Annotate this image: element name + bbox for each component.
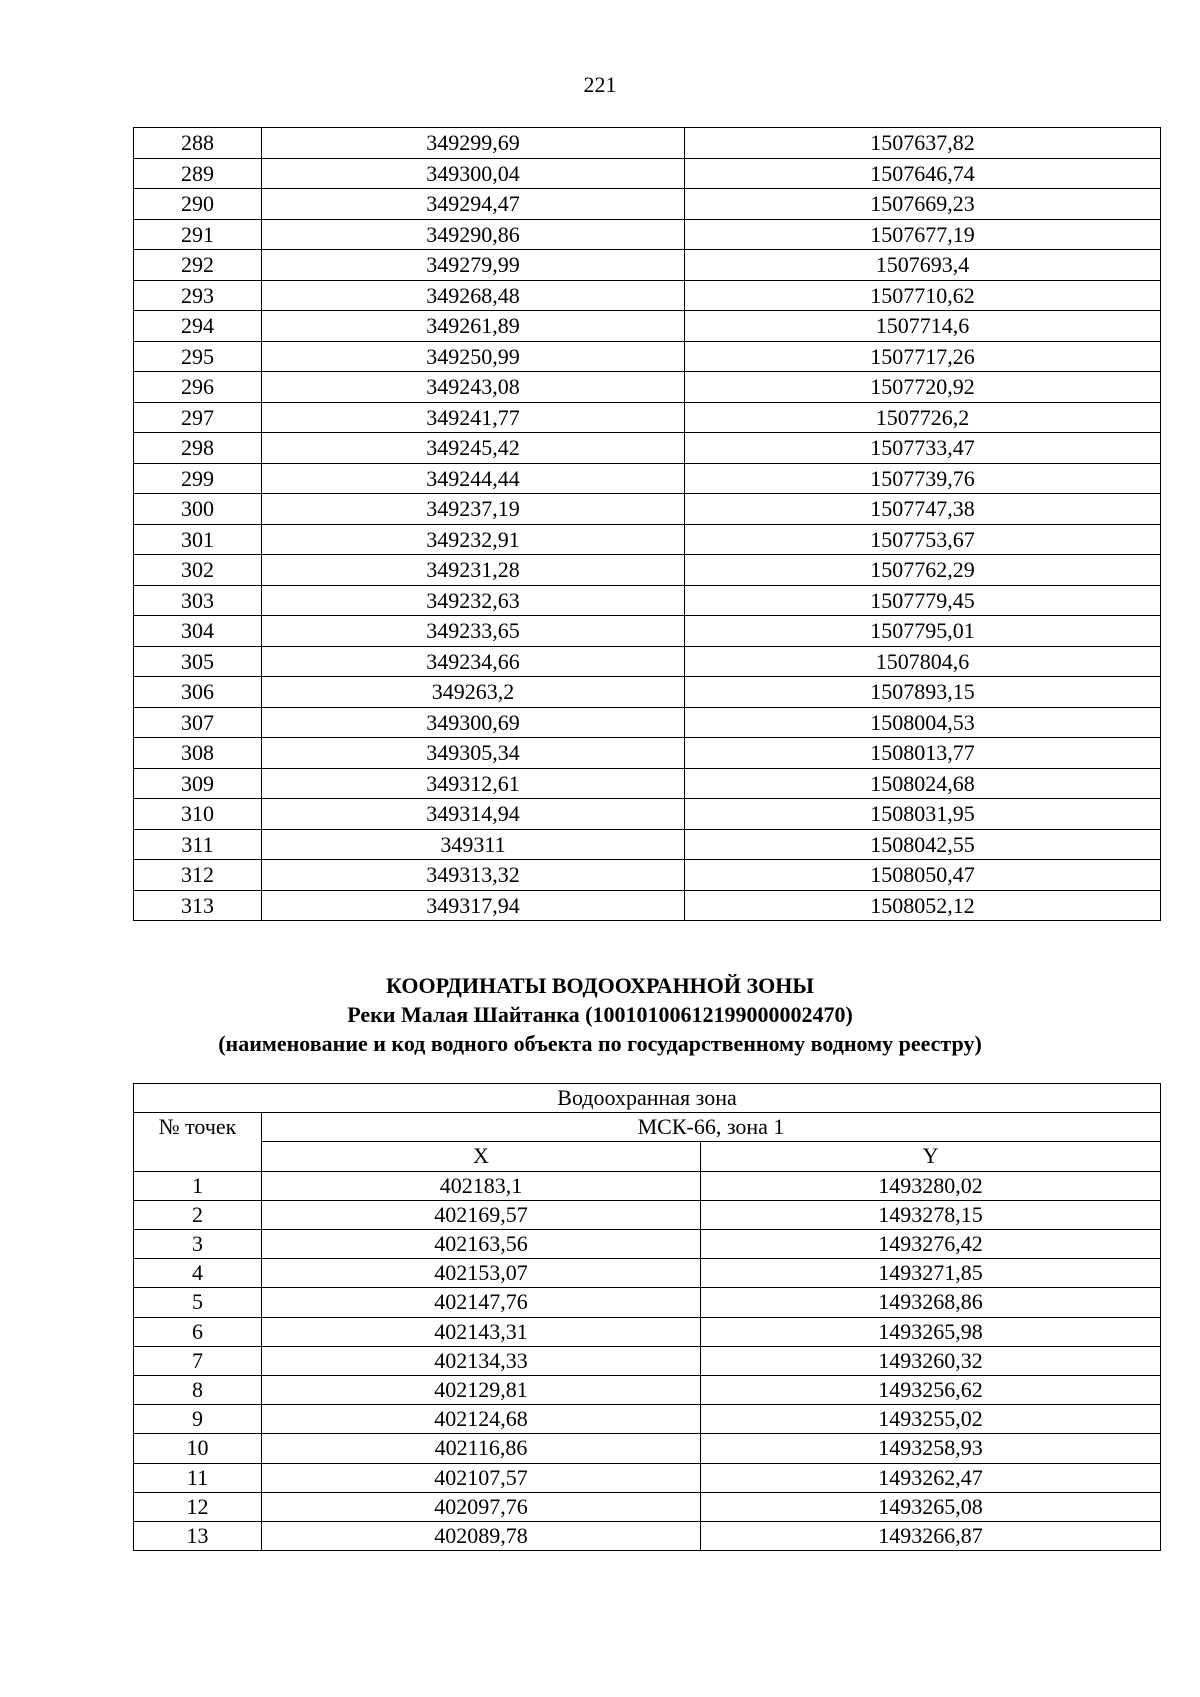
table-row bbox=[134, 1376, 1161, 1405]
y-coordinate-cell: 1508031,95 bbox=[685, 799, 1161, 830]
table-row bbox=[134, 707, 1161, 738]
header-x: X bbox=[262, 1142, 701, 1171]
y-coordinate-cell: 1507795,01 bbox=[685, 616, 1161, 647]
table-row bbox=[134, 1288, 1161, 1317]
x-coordinate-cell: 349317,94 bbox=[262, 890, 685, 921]
x-coordinate-cell: 402107,57 bbox=[262, 1463, 701, 1492]
section-heading bbox=[0, 971, 1200, 1058]
x-coordinate-cell: 402129,81 bbox=[262, 1376, 701, 1405]
point-number-cell: 1 bbox=[134, 1171, 262, 1200]
x-coordinate-cell: 349261,89 bbox=[262, 311, 685, 342]
point-number-cell: 297 bbox=[134, 402, 262, 433]
x-coordinate-cell: 349245,42 bbox=[262, 433, 685, 464]
point-number-cell: 313 bbox=[134, 890, 262, 921]
point-number-cell: 298 bbox=[134, 433, 262, 464]
x-coordinate-cell: 402163,56 bbox=[262, 1230, 701, 1259]
table-row bbox=[134, 1230, 1161, 1259]
y-coordinate-cell: 1508042,55 bbox=[685, 829, 1161, 860]
y-coordinate-cell: 1508013,77 bbox=[685, 738, 1161, 769]
x-coordinate-cell: 349232,91 bbox=[262, 524, 685, 555]
table-row bbox=[134, 829, 1161, 860]
x-coordinate-cell: 349294,47 bbox=[262, 189, 685, 220]
table-row bbox=[134, 1492, 1161, 1521]
x-coordinate-cell: 349311 bbox=[262, 829, 685, 860]
table-row bbox=[134, 585, 1161, 616]
water-protection-zone-table-body bbox=[134, 1171, 1161, 1551]
header-coordinate-system: МСК-66, зона 1 bbox=[262, 1113, 1161, 1142]
water-protection-zone-table bbox=[133, 1083, 1161, 1551]
table-row bbox=[134, 250, 1161, 281]
point-number-cell: 302 bbox=[134, 555, 262, 586]
table-row bbox=[134, 1405, 1161, 1434]
point-number-cell: 307 bbox=[134, 707, 262, 738]
y-coordinate-cell: 1493265,98 bbox=[701, 1317, 1161, 1346]
point-number-cell: 9 bbox=[134, 1405, 262, 1434]
table-row bbox=[134, 677, 1161, 708]
point-number-cell: 308 bbox=[134, 738, 262, 769]
y-coordinate-cell: 1507747,38 bbox=[685, 494, 1161, 525]
x-coordinate-cell: 349314,94 bbox=[262, 799, 685, 830]
y-coordinate-cell: 1493262,47 bbox=[701, 1463, 1161, 1492]
point-number-cell: 301 bbox=[134, 524, 262, 555]
y-coordinate-cell: 1507669,23 bbox=[685, 189, 1161, 220]
x-coordinate-cell: 349237,19 bbox=[262, 494, 685, 525]
y-coordinate-cell: 1508050,47 bbox=[685, 860, 1161, 891]
coordinates-table-continued bbox=[133, 127, 1161, 921]
x-coordinate-cell: 402143,31 bbox=[262, 1317, 701, 1346]
x-coordinate-cell: 349313,32 bbox=[262, 860, 685, 891]
point-number-cell: 292 bbox=[134, 250, 262, 281]
point-number-cell: 10 bbox=[134, 1434, 262, 1463]
x-coordinate-cell: 349243,08 bbox=[262, 372, 685, 403]
point-number-cell: 291 bbox=[134, 219, 262, 250]
table-row bbox=[134, 341, 1161, 372]
point-number-cell: 6 bbox=[134, 1317, 262, 1346]
y-coordinate-cell: 1493265,08 bbox=[701, 1492, 1161, 1521]
point-number-cell: 4 bbox=[134, 1259, 262, 1288]
y-coordinate-cell: 1493266,87 bbox=[701, 1522, 1161, 1551]
table-row bbox=[134, 524, 1161, 555]
table-row bbox=[134, 189, 1161, 220]
point-number-cell: 310 bbox=[134, 799, 262, 830]
table-row bbox=[134, 280, 1161, 311]
x-coordinate-cell: 402147,76 bbox=[262, 1288, 701, 1317]
point-number-cell: 295 bbox=[134, 341, 262, 372]
y-coordinate-cell: 1493260,32 bbox=[701, 1346, 1161, 1375]
y-coordinate-cell: 1507646,74 bbox=[685, 158, 1161, 189]
table-row bbox=[134, 860, 1161, 891]
x-coordinate-cell: 402169,57 bbox=[262, 1200, 701, 1229]
table-row bbox=[134, 646, 1161, 677]
x-coordinate-cell: 349263,2 bbox=[262, 677, 685, 708]
point-number-cell: 5 bbox=[134, 1288, 262, 1317]
header-zone: Водоохранная зона bbox=[134, 1084, 1161, 1113]
header-point-number: № точек bbox=[134, 1113, 262, 1171]
section-title: КООРДИНАТЫ ВОДООХРАННОЙ ЗОНЫ bbox=[386, 973, 814, 998]
table-row bbox=[134, 1463, 1161, 1492]
point-number-cell: 296 bbox=[134, 372, 262, 403]
x-coordinate-cell: 349312,61 bbox=[262, 768, 685, 799]
table-row bbox=[134, 1259, 1161, 1288]
table-row bbox=[134, 494, 1161, 525]
x-coordinate-cell: 349233,65 bbox=[262, 616, 685, 647]
x-coordinate-cell: 349231,28 bbox=[262, 555, 685, 586]
x-coordinate-cell: 349290,86 bbox=[262, 219, 685, 250]
x-coordinate-cell: 402124,68 bbox=[262, 1405, 701, 1434]
y-coordinate-cell: 1507753,67 bbox=[685, 524, 1161, 555]
y-coordinate-cell: 1507693,4 bbox=[685, 250, 1161, 281]
y-coordinate-cell: 1507893,15 bbox=[685, 677, 1161, 708]
table-row bbox=[134, 219, 1161, 250]
table-row bbox=[134, 738, 1161, 769]
y-coordinate-cell: 1493255,02 bbox=[701, 1405, 1161, 1434]
x-coordinate-cell: 349268,48 bbox=[262, 280, 685, 311]
point-number-cell: 13 bbox=[134, 1522, 262, 1551]
point-number-cell: 11 bbox=[134, 1463, 262, 1492]
point-number-cell: 311 bbox=[134, 829, 262, 860]
point-number-cell: 305 bbox=[134, 646, 262, 677]
point-number-cell: 306 bbox=[134, 677, 262, 708]
point-number-cell: 303 bbox=[134, 585, 262, 616]
x-coordinate-cell: 349241,77 bbox=[262, 402, 685, 433]
point-number-cell: 309 bbox=[134, 768, 262, 799]
x-coordinate-cell: 402134,33 bbox=[262, 1346, 701, 1375]
x-coordinate-cell: 349250,99 bbox=[262, 341, 685, 372]
x-coordinate-cell: 402183,1 bbox=[262, 1171, 701, 1200]
x-coordinate-cell: 349305,34 bbox=[262, 738, 685, 769]
point-number-cell: 312 bbox=[134, 860, 262, 891]
point-number-cell: 290 bbox=[134, 189, 262, 220]
coordinates-table-body bbox=[134, 128, 1161, 921]
point-number-cell: 12 bbox=[134, 1492, 262, 1521]
table-row bbox=[134, 311, 1161, 342]
table-row bbox=[134, 1434, 1161, 1463]
water-body-name: Реки Малая Шайтанка (10010100612199000002470) bbox=[347, 1002, 853, 1027]
table-row bbox=[134, 372, 1161, 403]
y-coordinate-cell: 1507733,47 bbox=[685, 433, 1161, 464]
y-coordinate-cell: 1507720,92 bbox=[685, 372, 1161, 403]
y-coordinate-cell: 1507710,62 bbox=[685, 280, 1161, 311]
table-row bbox=[134, 1346, 1161, 1375]
table-row bbox=[134, 555, 1161, 586]
point-number-cell: 2 bbox=[134, 1200, 262, 1229]
y-coordinate-cell: 1493278,15 bbox=[701, 1200, 1161, 1229]
y-coordinate-cell: 1507714,6 bbox=[685, 311, 1161, 342]
table-row bbox=[134, 158, 1161, 189]
x-coordinate-cell: 349244,44 bbox=[262, 463, 685, 494]
table-row bbox=[134, 890, 1161, 921]
x-coordinate-cell: 349232,63 bbox=[262, 585, 685, 616]
point-number-cell: 8 bbox=[134, 1376, 262, 1405]
x-coordinate-cell: 402116,86 bbox=[262, 1434, 701, 1463]
table-row bbox=[134, 402, 1161, 433]
water-body-note: (наименование и код водного объекта по государственному водному реестру) bbox=[218, 1031, 982, 1056]
table-row bbox=[134, 1522, 1161, 1551]
table-row bbox=[134, 433, 1161, 464]
y-coordinate-cell: 1507762,29 bbox=[685, 555, 1161, 586]
x-coordinate-cell: 349279,99 bbox=[262, 250, 685, 281]
y-coordinate-cell: 1507677,19 bbox=[685, 219, 1161, 250]
y-coordinate-cell: 1508024,68 bbox=[685, 768, 1161, 799]
y-coordinate-cell: 1507779,45 bbox=[685, 585, 1161, 616]
point-number-cell: 7 bbox=[134, 1346, 262, 1375]
table-row bbox=[134, 1200, 1161, 1229]
x-coordinate-cell: 349300,69 bbox=[262, 707, 685, 738]
header-y: Y bbox=[701, 1142, 1161, 1171]
point-number-cell: 300 bbox=[134, 494, 262, 525]
y-coordinate-cell: 1508052,12 bbox=[685, 890, 1161, 921]
y-coordinate-cell: 1493280,02 bbox=[701, 1171, 1161, 1200]
point-number-cell: 293 bbox=[134, 280, 262, 311]
table-row bbox=[134, 463, 1161, 494]
table-row bbox=[134, 616, 1161, 647]
x-coordinate-cell: 349299,69 bbox=[262, 128, 685, 159]
point-number-cell: 3 bbox=[134, 1230, 262, 1259]
y-coordinate-cell: 1493256,62 bbox=[701, 1376, 1161, 1405]
y-coordinate-cell: 1507637,82 bbox=[685, 128, 1161, 159]
y-coordinate-cell: 1493271,85 bbox=[701, 1259, 1161, 1288]
table-row bbox=[134, 1317, 1161, 1346]
x-coordinate-cell: 402097,76 bbox=[262, 1492, 701, 1521]
table-row bbox=[134, 768, 1161, 799]
point-number-cell: 294 bbox=[134, 311, 262, 342]
x-coordinate-cell: 349234,66 bbox=[262, 646, 685, 677]
point-number-cell: 304 bbox=[134, 616, 262, 647]
table-row bbox=[134, 1171, 1161, 1200]
y-coordinate-cell: 1507739,76 bbox=[685, 463, 1161, 494]
y-coordinate-cell: 1507726,2 bbox=[685, 402, 1161, 433]
y-coordinate-cell: 1507717,26 bbox=[685, 341, 1161, 372]
point-number-cell: 289 bbox=[134, 158, 262, 189]
y-coordinate-cell: 1493268,86 bbox=[701, 1288, 1161, 1317]
y-coordinate-cell: 1493258,93 bbox=[701, 1434, 1161, 1463]
point-number-cell: 288 bbox=[134, 128, 262, 159]
page-number: 221 bbox=[583, 72, 617, 97]
y-coordinate-cell: 1507804,6 bbox=[685, 646, 1161, 677]
x-coordinate-cell: 402089,78 bbox=[262, 1522, 701, 1551]
x-coordinate-cell: 402153,07 bbox=[262, 1259, 701, 1288]
x-coordinate-cell: 349300,04 bbox=[262, 158, 685, 189]
table-row bbox=[134, 128, 1161, 159]
table-row bbox=[134, 799, 1161, 830]
point-number-cell: 299 bbox=[134, 463, 262, 494]
y-coordinate-cell: 1493276,42 bbox=[701, 1230, 1161, 1259]
y-coordinate-cell: 1508004,53 bbox=[685, 707, 1161, 738]
